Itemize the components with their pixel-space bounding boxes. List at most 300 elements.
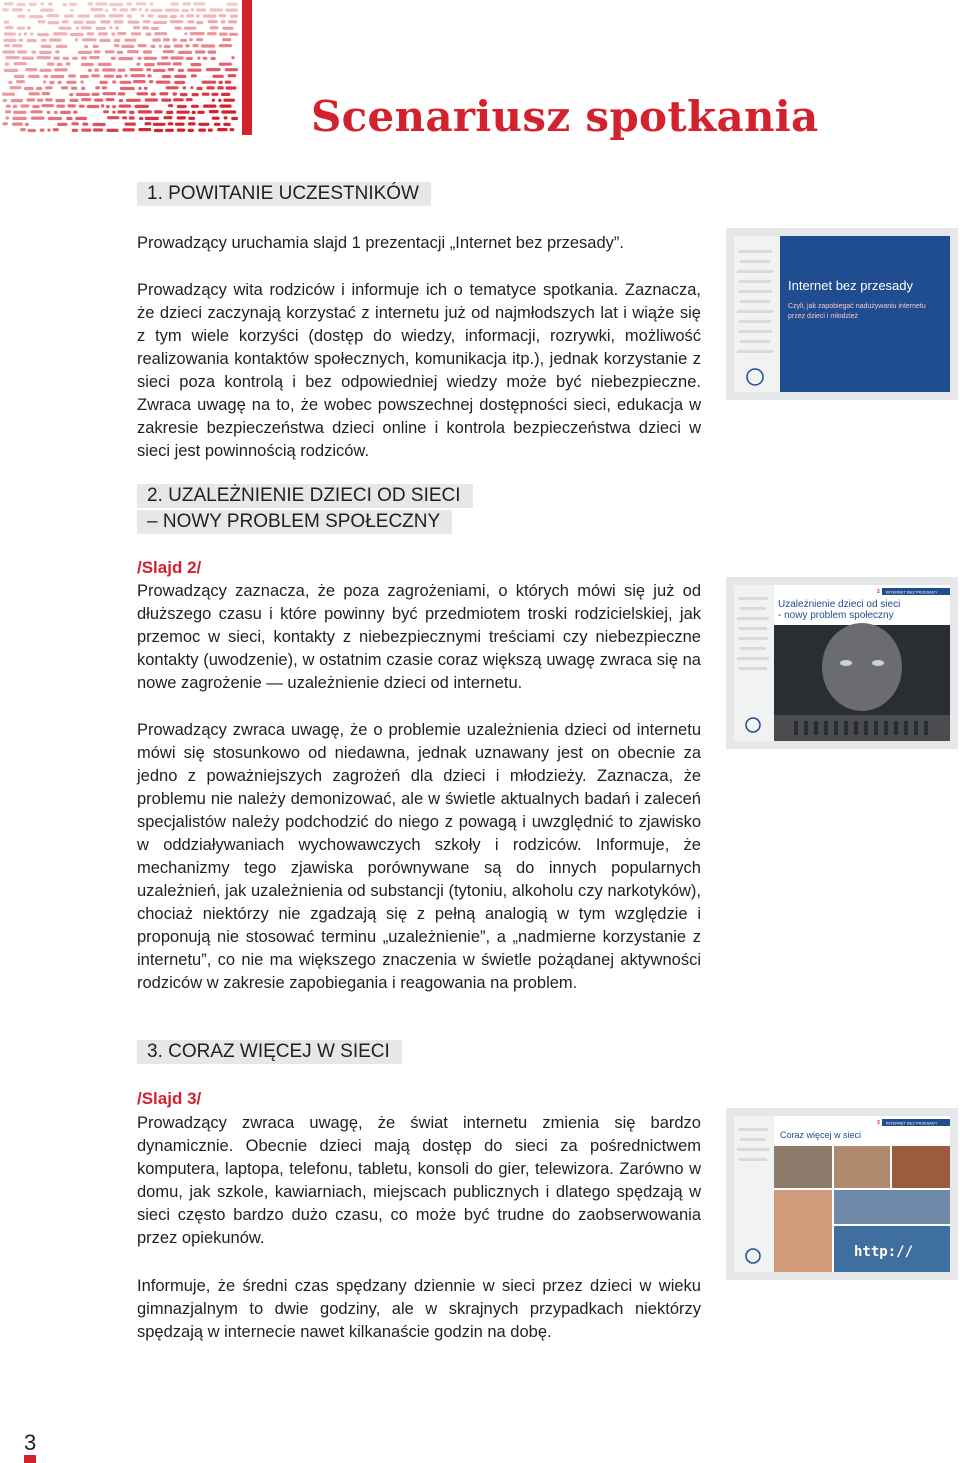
logo-pattern-dash	[146, 33, 152, 36]
logo-pattern-dash	[147, 74, 151, 77]
logo-pattern-dash	[119, 8, 128, 11]
logo-pattern-dash	[193, 44, 199, 47]
section-heading-2	[137, 484, 473, 534]
logo-pattern-dash	[94, 99, 103, 102]
logo-pattern-dash	[126, 99, 141, 102]
logo-pattern-dash	[196, 15, 200, 18]
logo-pattern-dash	[231, 117, 238, 120]
section-heading-3-text: 3. CORAZ WIĘCEJ W SIECI	[137, 1040, 402, 1064]
logo-pattern-dash	[174, 81, 185, 84]
logo-pattern-dash	[168, 104, 173, 107]
logo-pattern-dash	[228, 74, 237, 77]
slide-2-face	[822, 623, 902, 711]
logo-pattern-dash	[29, 3, 37, 6]
logo-pattern-dash	[198, 123, 209, 126]
logo-pattern-dash	[93, 45, 99, 48]
slide-1-image	[734, 236, 950, 392]
logo-pattern-dash	[180, 15, 184, 18]
logo-pattern-dash	[130, 68, 144, 71]
logo-pattern-dash	[37, 33, 49, 36]
logo-pattern-dash	[41, 104, 54, 107]
logo-pattern-dash	[176, 111, 190, 114]
logo-pattern-dash	[121, 45, 134, 48]
logo-pattern-dash	[177, 129, 186, 132]
logo-pattern-dash	[50, 75, 64, 78]
logo-pattern-dash	[145, 8, 149, 11]
logo-pattern-dash	[141, 14, 144, 17]
logo-pattern-dash	[17, 3, 26, 6]
slide-3-thumbnail	[726, 1108, 958, 1280]
logo-pattern-dash	[145, 117, 159, 120]
logo-pattern-dash	[145, 122, 152, 125]
logo-pattern-dash	[112, 105, 116, 108]
logo-pattern-dash	[48, 21, 60, 24]
logo-pattern-dash	[136, 2, 147, 5]
logo-pattern-dash	[27, 26, 31, 29]
logo-pattern-dash	[8, 81, 12, 84]
slide-ref-2: /Slajd 2/	[137, 558, 202, 577]
logo-pattern-dash	[225, 68, 238, 71]
logo-pattern-dash	[117, 110, 126, 113]
logo-pattern-dash	[131, 74, 146, 77]
logo-pattern-dash	[106, 129, 118, 132]
logo-pattern-dash	[14, 62, 28, 65]
logo-pattern-dash	[4, 44, 10, 47]
logo-pattern-dash	[25, 68, 37, 71]
logo-pattern-dash	[154, 32, 167, 35]
slide-3-badge: INTERNET BEZ PRZESADY	[886, 1120, 938, 1126]
logo-pattern-dash	[114, 44, 120, 47]
logo-pattern-dash	[214, 123, 221, 126]
logo-pattern-dash	[56, 105, 65, 108]
slide-1-thumbnail	[726, 228, 958, 400]
logo-pattern-dash	[173, 62, 182, 65]
logo-pattern-dash	[37, 99, 43, 102]
logo-pattern-dash	[124, 74, 127, 77]
logo-pattern-dash	[154, 110, 163, 113]
logo-pattern-dash	[124, 39, 136, 42]
logo-pattern-dash	[153, 69, 166, 72]
logo-pattern-dash	[164, 45, 171, 48]
logo-pattern-dash	[190, 86, 193, 89]
logo-pattern-dash	[30, 32, 33, 35]
logo-pattern-dash	[212, 99, 215, 102]
logo-pattern-dash	[190, 63, 201, 66]
logo-pattern-dash	[13, 105, 18, 108]
logo-pattern-dash	[144, 57, 158, 60]
logo-pattern-dash	[178, 69, 184, 72]
logo-pattern-dash	[81, 56, 87, 59]
logo-pattern-dash	[129, 111, 134, 114]
logo-pattern-dash	[80, 75, 89, 78]
logo-pattern-dash	[31, 51, 36, 54]
logo-pattern-dash	[202, 81, 217, 84]
logo-pattern-dash	[57, 123, 67, 126]
section-heading-3	[137, 1040, 402, 1064]
slide-3-image	[734, 1116, 950, 1272]
logo-pattern-dash	[32, 105, 40, 108]
logo-pattern-dash	[136, 63, 140, 66]
logo-pattern-dash	[96, 27, 106, 30]
logo-pattern-dash	[11, 99, 23, 102]
logo-pattern-dash	[2, 93, 15, 96]
slide-3-url-text: http://	[854, 1244, 914, 1260]
logo-pattern-dash	[99, 81, 108, 84]
logo-pattern-dash	[138, 87, 141, 90]
logo-pattern-dash	[3, 99, 7, 102]
logo-pattern-dash	[43, 80, 46, 83]
logo-pattern-dash	[180, 93, 188, 96]
logo-pattern-dash	[25, 123, 29, 126]
logo-pattern-dash	[41, 45, 52, 48]
logo-pattern-dash	[18, 33, 21, 36]
logo-pattern-dash	[44, 75, 49, 78]
logo-pattern-dash	[98, 32, 108, 35]
logo-pattern-dash	[180, 39, 187, 42]
logo-pattern-dash	[66, 62, 71, 65]
logo-pattern-dash	[143, 50, 152, 53]
logo-pattern-dash	[45, 98, 53, 101]
logo-pattern-dash	[203, 14, 217, 17]
logo-pattern-dash	[219, 44, 233, 47]
paragraph-addiction: Prowadzący zwraca uwagę, że o problemie uzależnienia dzieci od internetu mówi się stosunkowo od niedawna, jednak uznawany jest on obecnie za jedno z poważniejszych zagrożeń dla dzieci i młodzieży. Zaznacza, że problemu nie należy demonizować, ale w świetle aktualnych badań i zaleceń specjalistów należy podchodzić do niego z powagą i uwzględnić to zjawisko w oddziaływaniach wychowawczych szkoły i rodziców. Informuje, że mechanizmy tego zjawiska porównywane są do innych popularnych uzależnień, jak uzależnienia od substancji (tytoniu, alkoholu czy narkotyków), chociaż niektórzy nie zgadzają się z pełną analogią w tym względzie i proponują nie stosować terminu „uzależnienie”, a „nadmierne korzystanie z internetu”, co nie ma większego znaczenia w świetle pożądanej aktywności rodziców w zakresie zapobiegania i reagowania na problem.	[137, 721, 701, 992]
logo-pattern-dash	[72, 57, 78, 60]
logo-pattern-dash	[151, 45, 156, 48]
logo-pattern-dash	[109, 26, 112, 29]
logo-pattern-dash	[203, 57, 208, 60]
logo-pattern-dash	[36, 56, 50, 59]
logo-pattern-dash	[75, 117, 87, 120]
logo-pattern-dash	[151, 27, 159, 30]
logo-pattern-dash	[5, 26, 14, 29]
logo-pattern-dash	[190, 32, 205, 35]
logo-pattern-dash	[40, 9, 54, 12]
logo-pattern-dash	[89, 56, 99, 59]
slide-2-badge: INTERNET BEZ PRZESADY	[886, 589, 938, 595]
logo-pattern-dash	[142, 26, 149, 29]
logo-pattern-dash	[31, 110, 43, 113]
logo-pattern-dash	[38, 20, 46, 23]
logo-pattern-dash	[100, 20, 110, 23]
logo-pattern-dash	[84, 45, 88, 48]
logo-pattern-dash	[138, 110, 152, 113]
logo-pattern-dash	[117, 32, 126, 35]
logo-pattern-dash	[55, 99, 65, 102]
logo-pattern-dash	[218, 99, 221, 102]
logo-pattern-dash	[144, 87, 148, 90]
logo-pattern-dash	[40, 2, 44, 5]
logo-pattern-dash	[177, 116, 186, 119]
logo-pattern-dash	[70, 99, 79, 102]
logo-pattern-dash	[102, 86, 107, 89]
logo-pattern-dash	[53, 57, 60, 60]
logo-pattern-dash	[174, 44, 183, 47]
logo-pattern-dash	[144, 63, 155, 66]
logo-pattern-dash	[77, 14, 89, 17]
logo-pattern-dash	[55, 50, 59, 53]
logo-pattern-dash	[151, 9, 163, 12]
logo-pattern-dash	[70, 33, 84, 36]
logo-pattern-dash	[95, 86, 100, 89]
logo-pattern-dash	[81, 98, 91, 101]
logo-pattern-dash	[5, 56, 20, 59]
logo-pattern-dash	[112, 80, 116, 83]
logo-pattern-dash	[81, 80, 84, 83]
logo-pattern-dash	[196, 87, 202, 90]
logo-pattern-dash	[109, 3, 123, 6]
logo-pattern-dash	[186, 57, 193, 60]
paragraph-internet-world: Prowadzący zwraca uwagę, że świat internetu zmienia się bardzo dynamicznie. Obecnie dzieci mają dostęp do sieci za pośrednictwem komputera, laptopa, telefonu, tabletu, konsoli do gier, telewizora. Zarówno w domu, jak szkole, kawiarniach, miejscach publicznych i dlatego spędzają w sieci często bardzo dużo czasu, co może być trudne do zaobserwowania przez opiekunów.	[137, 1114, 701, 1247]
slide-3-photo-4	[774, 1190, 832, 1272]
logo-pattern-dash	[170, 20, 183, 23]
logo-pattern-dash	[208, 129, 213, 132]
logo-pattern-dash	[231, 56, 234, 59]
logo-pattern-dash	[125, 123, 136, 126]
page-number-accent	[24, 1455, 36, 1463]
logo-pattern-dash	[87, 32, 95, 35]
logo-pattern-dash	[137, 57, 141, 60]
logo-pattern-dash	[12, 123, 23, 126]
logo-pattern-dash	[206, 68, 221, 71]
paragraph-welcome: Prowadzący wita rodziców i informuje ich o tematyce spotkania. Zaznacza, że dzieci zaczynają korzystać z internetu już od najmłodszych lat i wiąże się z tym wiele korzyści (dostęp do wiedzy, informacji, rozrywki, możliwość realizowania kontaktów społecznych, komunikacja itp.), jednak korzystanie z sieci poza kontrolą i bez odpowiedniej wiedzy może być niebezpieczne. Zwraca uwagę na to, że wobec powszechnej dostępności sieci, edukacja w zakresie bezpieczeństwa dzieci online i kontrola bezpieczeństwa dzieci w sieci jest powinnością rodziców.	[137, 281, 701, 460]
logo-pattern-dash	[29, 92, 40, 95]
logo-pattern-dash	[27, 39, 37, 42]
logo-pattern-dash	[226, 86, 237, 89]
logo-pattern-dash	[206, 86, 214, 89]
logo-pattern-dash	[5, 63, 9, 66]
logo-pattern-dash	[191, 105, 199, 108]
logo-pattern-dash	[119, 99, 123, 102]
logo-pattern-dash	[123, 128, 135, 131]
section-heading-1-text: 1. POWITANIE UCZESTNIKÓW	[137, 182, 431, 206]
logo-pattern-dash	[189, 38, 193, 41]
logo-pattern-dash	[36, 87, 42, 90]
section-heading-2-line2: – NOWY PROBLEM SPOŁECZNY	[137, 510, 452, 534]
slide-3-number: 3	[877, 1120, 880, 1126]
logo-pattern-dash	[73, 21, 83, 24]
logo-pattern-dash	[24, 32, 27, 35]
logo-pattern-dash	[92, 93, 100, 96]
logo-pattern-dash	[209, 110, 219, 113]
logo-pattern-dash	[27, 9, 30, 12]
logo-pattern-dash	[139, 117, 143, 120]
logo-pattern-dash	[61, 86, 68, 89]
logo-pattern-dash	[209, 8, 223, 11]
logo-pattern-dash	[223, 99, 235, 102]
logo-pattern-dash	[91, 74, 100, 77]
logo-pattern-dash	[217, 128, 228, 131]
logo-pattern-dash	[3, 39, 17, 42]
logo-pattern-dash	[118, 92, 126, 95]
logo-pattern-dash	[131, 32, 142, 35]
logo-pattern-dash	[186, 14, 194, 17]
logo-pattern-dash	[143, 20, 151, 23]
slide-1-subtitle-2: przez dzieci i młodzież	[788, 313, 859, 320]
logo-pattern-dash	[158, 15, 168, 18]
logo-pattern-dash	[66, 117, 73, 120]
logo-pattern-dash	[47, 63, 55, 66]
logo-pattern-dash	[18, 39, 23, 42]
logo-pattern-dash	[166, 111, 173, 114]
logo-pattern-dash	[49, 81, 54, 84]
logo-pattern-dash	[188, 117, 195, 120]
paragraph-threats: Prowadzący zaznacza, że poza zagrożeniami, o których mówi się już od dłuższego czasu i które powinny być przedmiotem troski rodzicielskiej, jak przemoc w sieci, kontakty z niebezpiecznymi treściami czy niebezpieczne kontakty (uwodzenie), w ostatnim czasie coraz większą uwagę zwraca się na nowe zagrożenie — uzależnienie dzieci od internetu.	[137, 582, 701, 692]
logo-pattern-dash	[101, 104, 104, 107]
logo-pattern-dash	[211, 93, 218, 96]
logo-pattern-dash	[188, 122, 196, 125]
logo-pattern-dash	[166, 86, 179, 89]
paragraph-intro: Prowadzący uruchamia slajd 1 prezentacji „Internet bez przesady”.	[137, 234, 624, 252]
logo-pattern-dash	[222, 38, 231, 41]
logo-pattern-dash	[120, 87, 135, 90]
logo-pattern-dash	[92, 123, 105, 126]
slide-2-image	[734, 585, 950, 741]
logo-pattern-dash	[133, 26, 140, 29]
logo-pattern-dash	[28, 129, 36, 132]
logo-pattern-dash	[76, 27, 79, 30]
logo-pattern-dash	[47, 14, 60, 17]
logo-pattern-dash	[69, 3, 77, 6]
logo-pattern-dash	[150, 2, 154, 5]
logo-pattern-dash	[17, 50, 27, 53]
logo-pattern-dash	[103, 110, 109, 113]
logo-pattern-dash	[165, 9, 179, 12]
logo-pattern-dash	[182, 9, 189, 12]
logo-pattern-dash	[192, 93, 199, 96]
logo-pattern-dash	[170, 56, 184, 59]
logo-pattern-dash	[175, 123, 185, 126]
logo-pattern-dash	[191, 8, 195, 11]
logo-pattern-dash	[29, 15, 43, 18]
slide-2-thumbnail	[726, 577, 958, 749]
logo-pattern-dash	[41, 39, 47, 42]
logo-pattern-dash	[93, 128, 103, 131]
logo-pattern-dash	[159, 92, 168, 95]
logo-pattern-dash	[71, 87, 78, 90]
slide-3-photo-5	[834, 1190, 950, 1224]
logo-pattern-dash	[163, 50, 175, 53]
logo-pattern-dash	[195, 50, 206, 53]
logo-pattern-dash	[42, 92, 50, 95]
logo-pattern-dash	[188, 20, 195, 23]
logo-pattern-dash	[64, 14, 74, 17]
logo-pattern-dash	[40, 129, 45, 132]
logo-pattern-dash	[107, 116, 119, 119]
logo-pattern-dash	[120, 81, 132, 84]
logo-pattern-dash	[197, 57, 200, 60]
logo-pattern-dash	[222, 27, 233, 30]
logo-pattern-dash	[82, 123, 88, 126]
logo-pattern-dash	[95, 2, 107, 5]
logo-pattern-dash	[153, 123, 166, 126]
logo-pattern-dash	[4, 69, 18, 72]
logo-pattern-dash	[60, 111, 71, 114]
logo-pattern-dash	[17, 27, 26, 30]
logo-pattern-dash	[22, 57, 34, 60]
logo-pattern-dash	[116, 75, 122, 78]
logo-pattern-dash	[102, 68, 116, 71]
logo-pattern-dash	[174, 27, 181, 30]
logo-pattern-dash	[225, 81, 232, 84]
logo-pattern-dash	[111, 57, 116, 60]
logo-pattern-dash	[17, 15, 25, 18]
logo-pattern-dash	[202, 93, 210, 96]
logo-pattern-dash	[138, 128, 151, 131]
logo-pattern-dash	[47, 111, 51, 114]
logo-pattern-dash	[219, 81, 223, 84]
logo-pattern-dash	[111, 32, 115, 35]
logo-pattern-dash	[31, 117, 45, 120]
logo-pattern-dash	[207, 32, 217, 35]
logo-pattern-dash	[221, 93, 230, 96]
logo-pattern-dash	[9, 86, 21, 89]
section-heading-2-line1: 2. UZALEŻNIENIE DZIECI OD SIECI	[137, 484, 473, 508]
logo-pattern-dash	[130, 8, 137, 11]
logo-pattern-dash	[69, 93, 73, 96]
logo-pattern-dash	[163, 116, 172, 119]
logo-pattern-dash	[168, 68, 175, 71]
logo-pattern-dash	[72, 129, 79, 132]
logo-pattern-dash	[2, 122, 7, 125]
logo-pattern-dash	[230, 15, 238, 18]
logo-pattern-dash	[139, 8, 142, 11]
logo-pattern-dash	[224, 116, 228, 119]
logo-pattern-dash	[229, 33, 238, 36]
logo-pattern-dash	[148, 14, 154, 17]
logo-pattern-dash	[212, 117, 220, 120]
logo-pattern-dash	[122, 116, 127, 119]
logo-pattern-dash	[220, 105, 232, 108]
logo-pattern-dash	[81, 26, 92, 29]
logo-pattern-dash	[217, 86, 224, 89]
logo-pattern-dash	[221, 110, 236, 113]
logo-pattern-dash	[161, 99, 171, 102]
logo-pattern-dash	[151, 93, 156, 96]
slide-2-number: 2	[877, 589, 880, 595]
logo-pattern-dash	[177, 105, 187, 108]
logo-pattern-dash	[188, 129, 194, 132]
logo-pattern-dash	[68, 74, 76, 77]
logo-pattern-dash	[106, 105, 110, 108]
logo-pattern-dash	[71, 122, 79, 125]
logo-pattern-dash	[99, 39, 110, 42]
logo-pattern-dash	[58, 81, 62, 84]
logo-pattern-dash	[81, 129, 91, 132]
logo-pattern-dash	[193, 2, 205, 5]
logo-pattern-dash	[57, 63, 63, 66]
logo-pattern-dash	[63, 3, 67, 6]
logo-pattern-dash	[53, 128, 59, 131]
section-heading-1	[137, 182, 431, 206]
logo-pattern-dash	[94, 50, 101, 53]
logo-pattern-dash	[13, 111, 26, 114]
logo-pattern-dash	[105, 50, 115, 53]
logo-pattern-dash	[223, 123, 231, 126]
logo-pattern-dash	[115, 27, 119, 30]
logo-pattern-dash	[70, 9, 73, 12]
logo-pattern-dash	[187, 69, 202, 72]
logo-pattern-dash	[165, 129, 174, 132]
logo-pattern-dash	[173, 98, 184, 101]
logo-pattern-dash	[128, 21, 140, 24]
logo-pattern-dash	[219, 14, 227, 17]
logo-pattern-dash	[129, 116, 135, 119]
logo-pattern-dash	[170, 15, 177, 18]
logo-pattern-dash	[82, 38, 97, 41]
logo-pattern-dash	[154, 129, 163, 132]
slide-3-title: Coraz więcej w sieci	[780, 1130, 862, 1140]
logo-pattern-dash	[126, 2, 132, 5]
